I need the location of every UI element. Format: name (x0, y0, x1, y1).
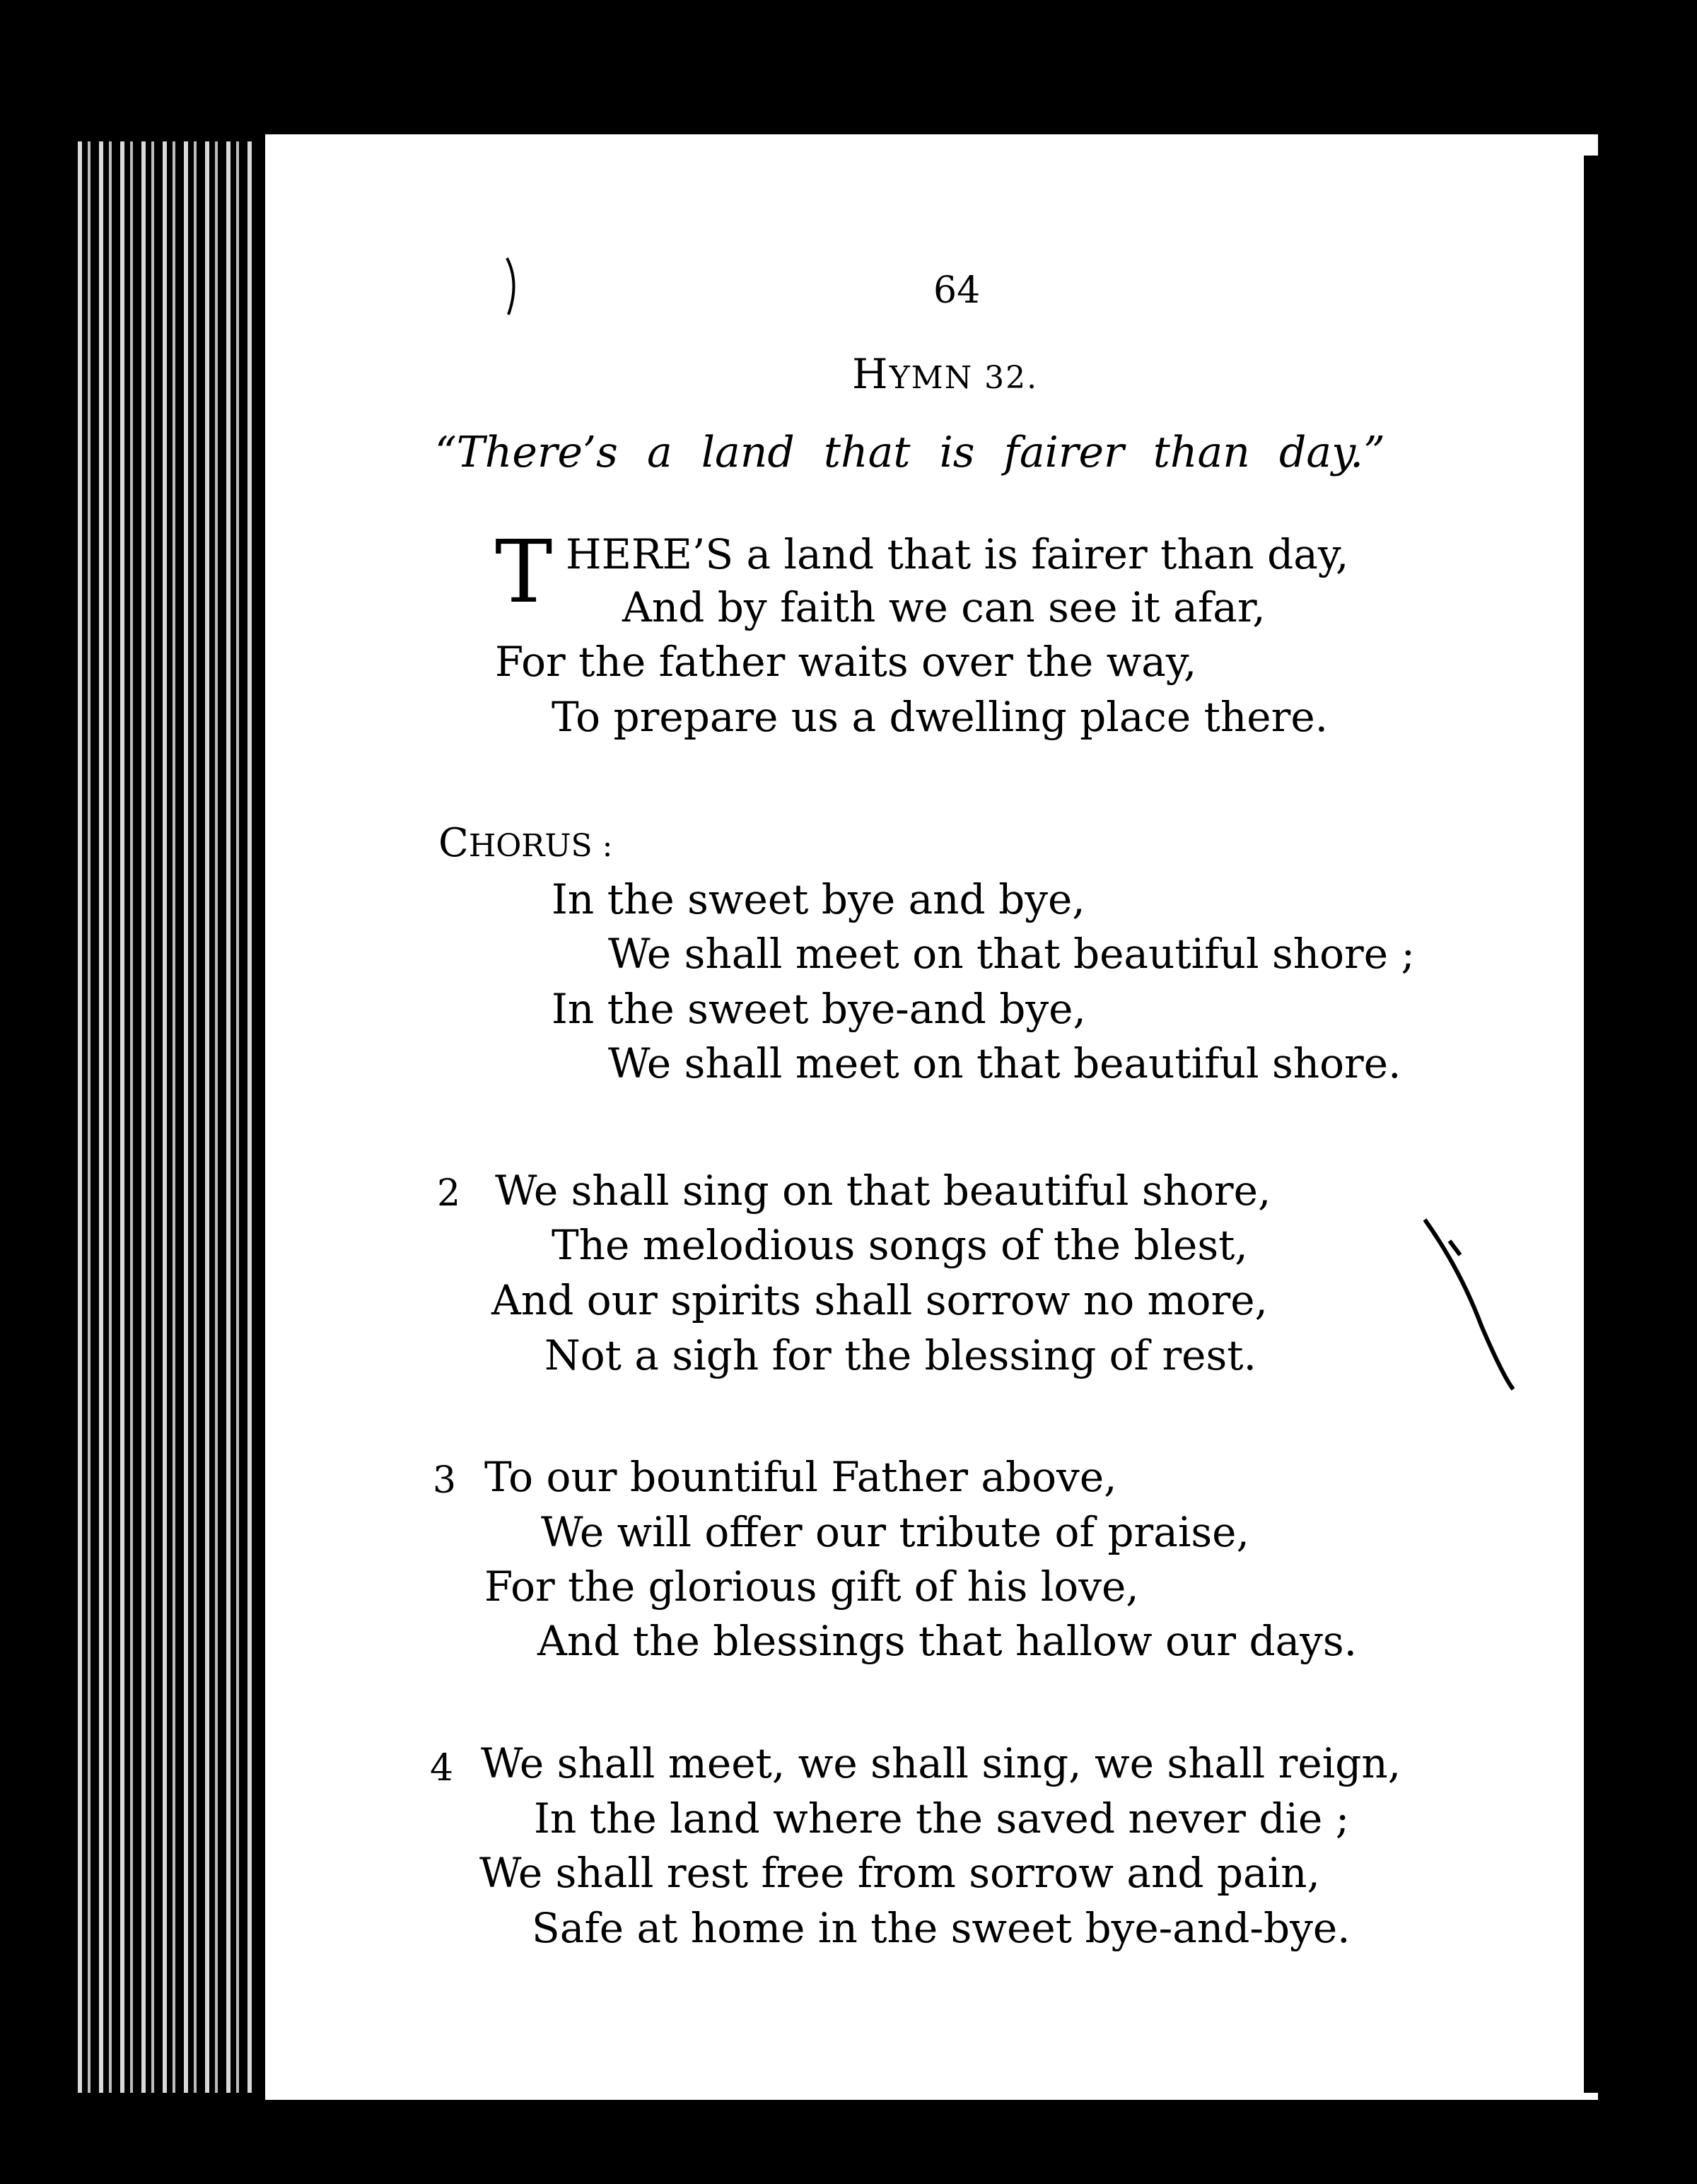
verse3-line-3: For the glorious gift of his love, (484, 1563, 1139, 1611)
verse4-number: 4 (430, 1747, 454, 1789)
verse2-line-4: Not a sigh for the blessing of rest. (544, 1331, 1257, 1379)
verse4-line-2: In the land where the saved never die ; (534, 1794, 1350, 1843)
hymn-subtitle: “There’s a land that is fairer than day.” (435, 428, 1385, 477)
chorus-line-4: We shall meet on that beautiful shore. (608, 1039, 1401, 1087)
chorus-line-3: In the sweet bye-and bye, (552, 985, 1086, 1033)
book-binding-edge (78, 141, 255, 2093)
verse4-line-4: Safe at home in the sweet bye-and-bye. (532, 1904, 1351, 1952)
chorus-label (438, 820, 613, 866)
verse1-line-4: To prepare us a dwelling place there. (552, 693, 1329, 741)
pencil-mark-right (1418, 1213, 1531, 1396)
verse3-line-1: To our bountiful Father above, (484, 1453, 1117, 1501)
verse2-line-2: The melodious songs of the blest, (552, 1221, 1248, 1269)
pencil-mark-left (498, 255, 527, 318)
page-number: 64 (933, 269, 981, 312)
chorus-line-1: In the sweet bye and bye, (552, 875, 1085, 923)
verse2-number: 2 (437, 1172, 461, 1215)
verse2-line-3: And our spirits shall sorrow no more, (491, 1276, 1268, 1324)
verse4-line-1: We shall meet, we shall sing, we shall reign, (481, 1739, 1401, 1787)
verse1-line-1: HERE’S a land that is fairer than day, (566, 530, 1349, 578)
verse1-line-2: And by faith we can see it afar, (622, 583, 1266, 631)
drop-cap: T (495, 522, 553, 622)
chorus-line-2: We shall meet on that beautiful shore ; (608, 930, 1416, 978)
chorus-label-rest: HORUS : (468, 828, 613, 864)
verse1-line-3: For the father waits over the way, (495, 638, 1197, 686)
page-right-edge (1584, 156, 1599, 2093)
verse3-line-4: And the blessings that hallow our days. (537, 1617, 1358, 1665)
hymn-title-rest: YMN 32. (889, 360, 1039, 396)
hymn-title (852, 350, 1039, 398)
hymn-title-initial: H (852, 350, 890, 398)
verse2-line-1: We shall sing on that beautiful shore, (495, 1167, 1271, 1215)
chorus-label-initial: C (438, 820, 469, 866)
verse4-line-3: We shall rest free from sorrow and pain, (479, 1849, 1320, 1897)
verse3-number: 3 (433, 1459, 457, 1502)
verse3-line-2: We will offer our tribute of praise, (541, 1508, 1249, 1556)
